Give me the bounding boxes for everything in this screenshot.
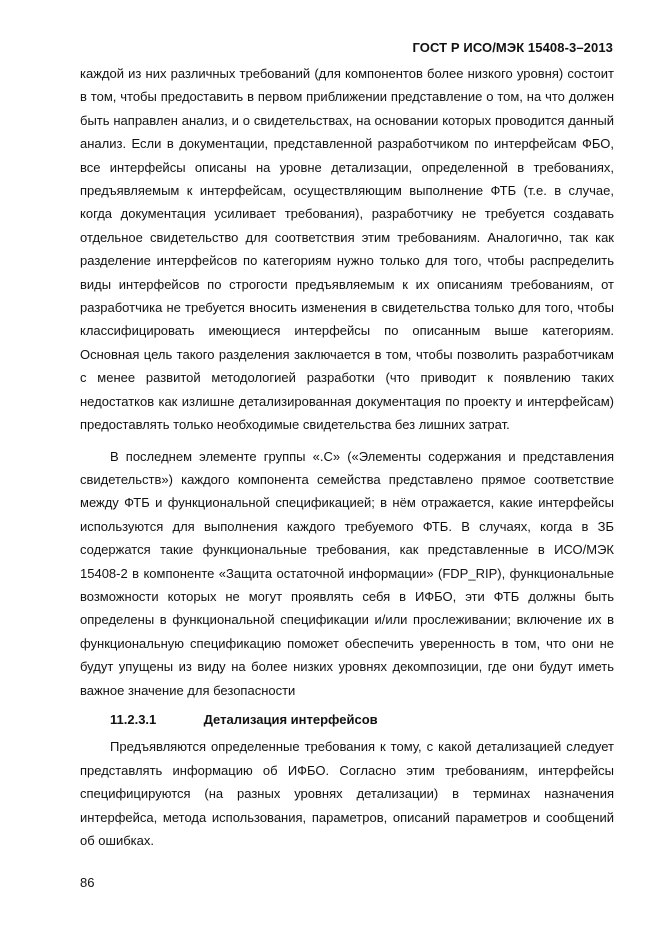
section-number: 11.2.3.1 — [110, 711, 157, 727]
document-header — [0, 40, 661, 55]
section-title: Детализация интерфейсов — [203, 711, 378, 727]
standard-id: ГОСТ Р ИСО/МЭК 15408-3–2013 — [412, 40, 613, 55]
page-body — [80, 62, 614, 852]
page-number: 86 — [80, 875, 95, 890]
section-heading — [80, 708, 614, 731]
body-paragraph-1: каждой из них различных требований (для компонентов более низкого уровня) состоит в том, чтобы предоставить в первом приближении представление о том, на что должен быть направлен анализ, и о свидетельствах, на основании которых проводится данный анализ. Если в документации, представленной разработчиком по интерфейсам ФБО, все интерфейсы описаны на уровне детализации, определенной в требованиях, предъявляемым к интерфейсам, осуществляющим выполнение ФТБ (т.е. в случае, когда документация усиливает требования), разработчику не требуется создавать отдельное свидетельство для соответствия этим требованиям. Аналогично, так как разделение интерфейсов по категориям нужно только для того, чтобы распределить виды интерфейсов по строгости предъявляемым к их описаниям требованиям, от разработчика не требуется вносить изменения в свидетельства только для того, чтобы классифицировать имеющиеся интерфейсы по описанным выше категориям. Основная цель такого разделения заключается в том, чтобы позволить разработчикам с менее развитой методологией разработки (что приводит к появлению таких недостатков как излишне детализированная документация по проекту и интерфейсам) предоставлять только необходимые свидетельства без лишних затрат. — [80, 66, 614, 433]
body-paragraph-2: В последнем элементе группы «.С» («Элементы содержания и представления свидетельств») каждого компонента семейства представлено прямое соответствие между ФТБ и функциональной спецификацией; в нём отражается, какие интерфейсы используются для выполнения каждого требуемого ФТБ. В случаях, когда в ЗБ содержатся такие функциональные требования, как представленные в ИСО/МЭК 15408-2 в компоненте «Защита остаточной информации» (FDP_RIP), функциональные возможности которых не могут проявлять себя в ИФБО, эти ФТБ должны быть определены в функциональной спецификации и/или прослеживании; включение их в функциональную спецификацию поможет обеспечить уверенность в том, что они не будут упущены из виду на более низких уровнях декомпозиции, где они будут иметь важное значение для безопасности — [80, 448, 614, 698]
body-paragraph-3: Предъявляются определенные требования к тому, с какой детализацией следует представлять информацию об ИФБО. Согласно этим требованиям, интерфейсы специфицируются (на разных уровнях детализации) в терминах назначения интерфейса, метода использования, параметров, описаний параметров и сообщений об ошибках. — [80, 739, 614, 848]
